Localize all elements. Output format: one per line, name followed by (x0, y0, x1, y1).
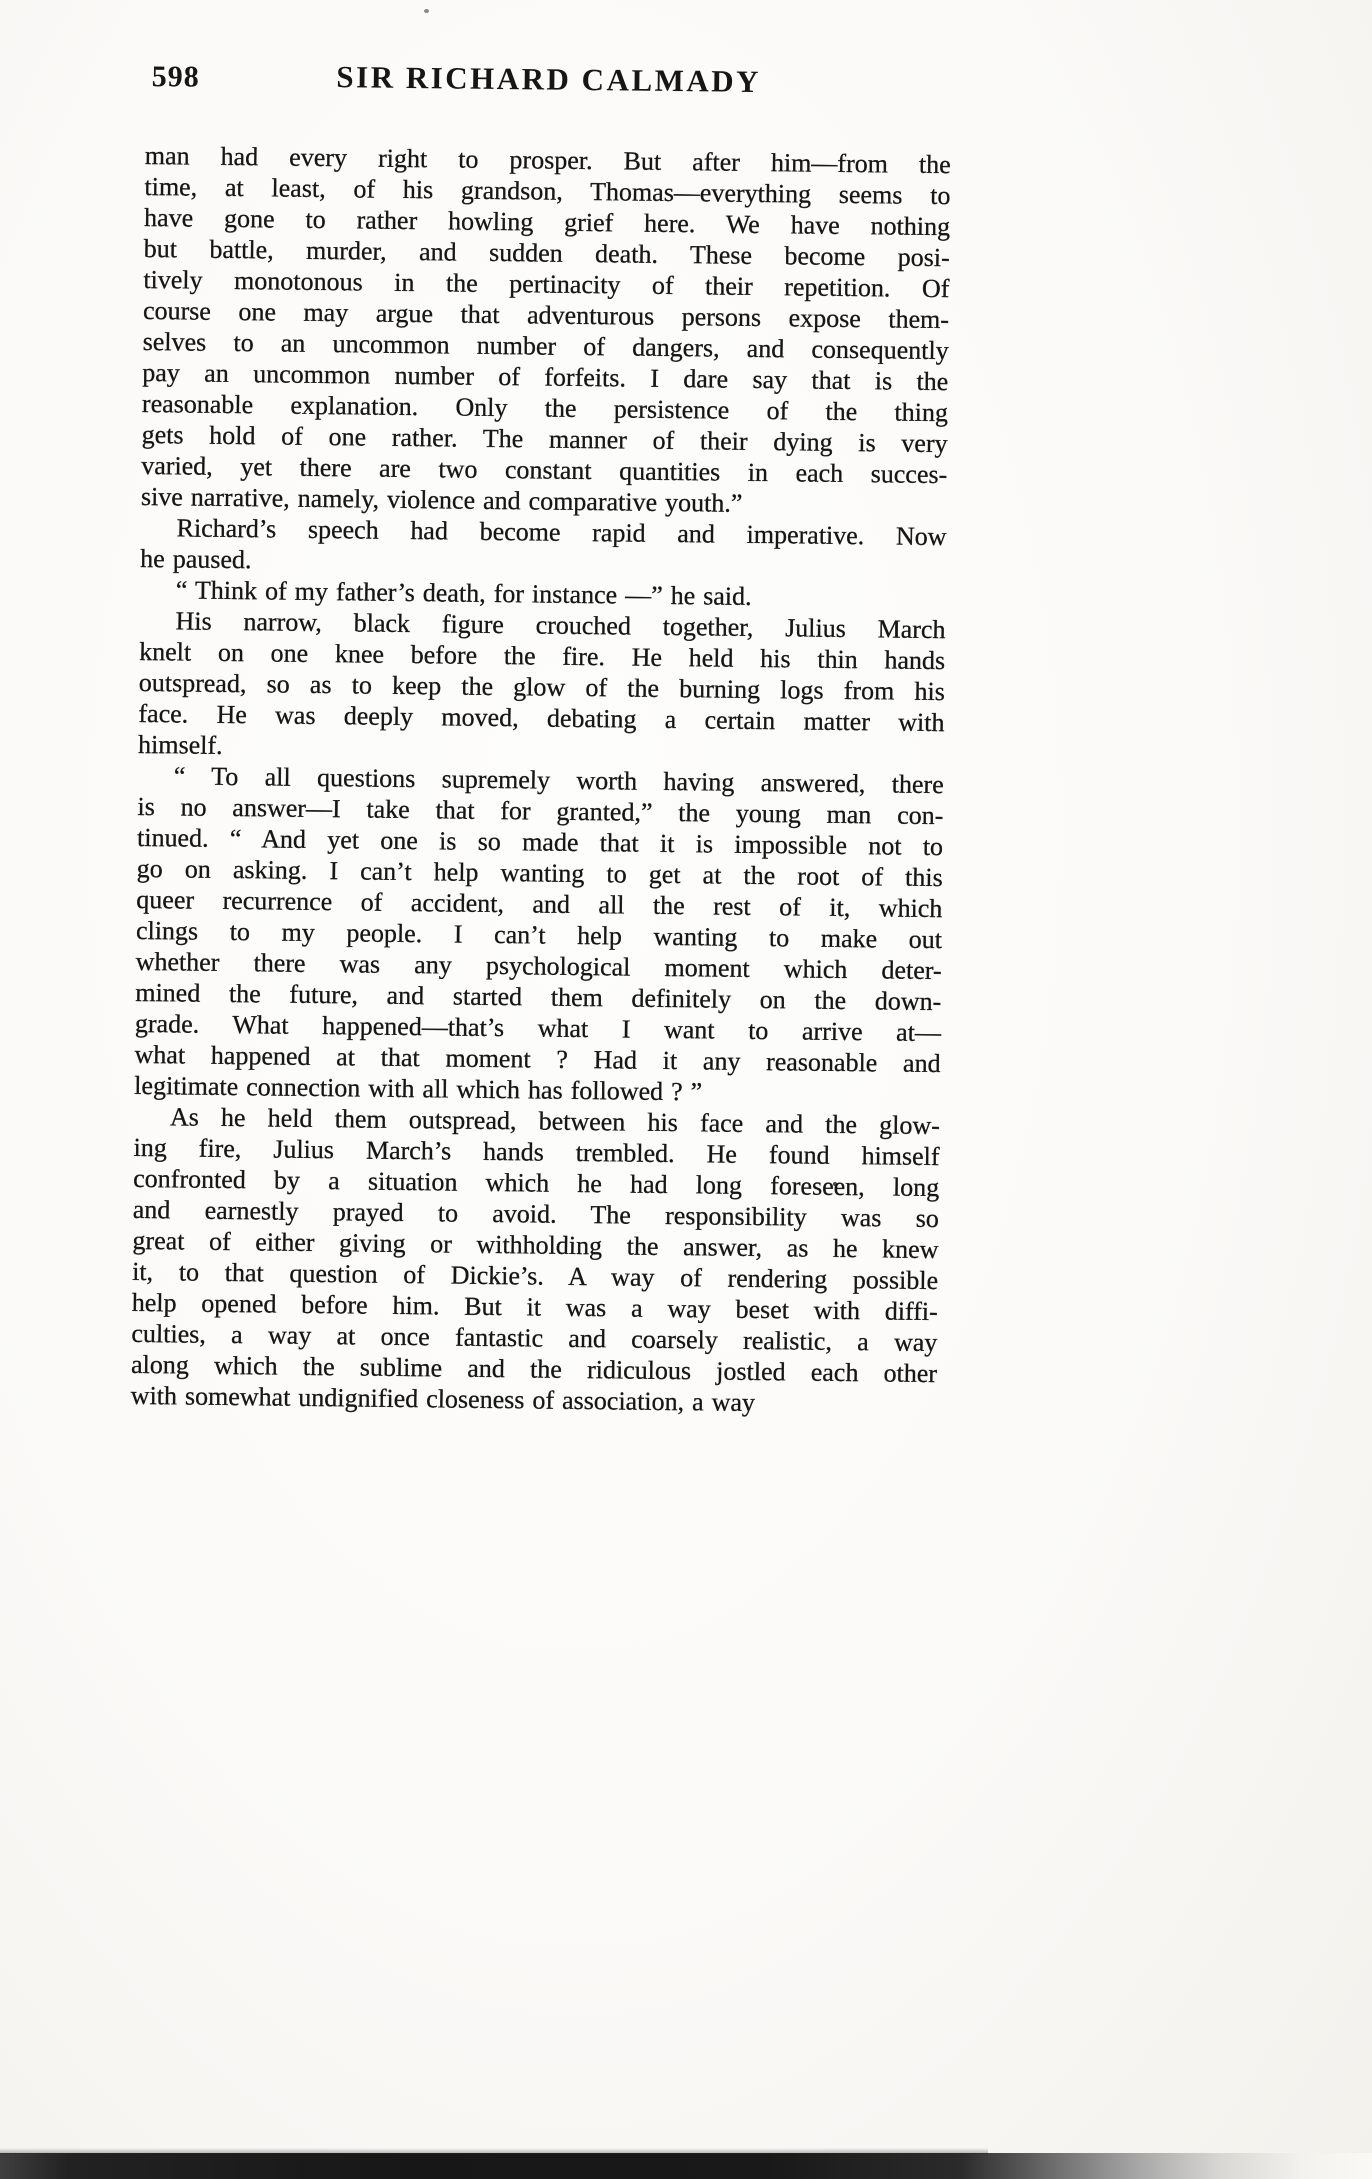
text-line: whether there was any psychological moment which deter- (135, 946, 942, 986)
text-line: His narrow, black figure crouched together, Julius March (175, 606, 946, 645)
paragraph (140, 512, 947, 583)
text-line: tively monotonous in the pertinacity of their repetition. Of (143, 264, 950, 304)
text-line: is no answer—I take that for granted,” the young man con- (137, 791, 944, 831)
page-number: 598 (151, 60, 200, 94)
text-line: selves to an uncommon number of dangers, and consequently (142, 326, 949, 366)
text-line: sive narrative, namely, violence and comparative youth.” (140, 481, 743, 518)
text-line: and earnestly prayed to avoid. The responsibility was so (132, 1194, 939, 1234)
text-line: culties, a way at once fantastic and coarsely realistic, a way (131, 1318, 938, 1358)
text-line: mined the future, and started them definitely on the down- (135, 977, 942, 1017)
text-line: outspread, so as to keep the glow of the burning logs from his (138, 667, 945, 707)
text-line: time, at least, of his grandson, Thomas—everything seems to (144, 171, 951, 211)
text-line: what happened at that moment ? Had it any reasonable and (134, 1039, 941, 1079)
text-line: great of either giving or withholding the answer, as he knew (132, 1225, 939, 1265)
text-line: help opened before him. But it was a way beset with diffi- (131, 1287, 938, 1327)
text-line: face. He was deeply moved, debating a certain matter with (138, 698, 945, 738)
text-line: he paused. (140, 543, 252, 575)
running-head (145, 52, 952, 149)
book-page (131, 52, 952, 1420)
text-line: Richard’s speech had become rapid and imperative. Now (176, 513, 947, 552)
text-line: confronted by a situation which he had long foreseen, long (133, 1163, 940, 1203)
paragraph (141, 140, 951, 521)
text-line: clings to my people. I can’t help wanting to make out (135, 915, 943, 955)
text-line: “ Think of my father’s death, for instance —” he said. (175, 575, 752, 611)
page-title: SIR RICHARD CALMADY (336, 59, 762, 99)
text-line: knelt on one knee before the fire. He held his thin hands (139, 636, 946, 676)
text-line: reasonable explanation. Only the persistence of the thing (141, 388, 949, 428)
text-line: pay an uncommon number of forfeits. I dare say that is the (142, 357, 949, 397)
text-line: “ To all questions supremely worth having answered, there (173, 761, 944, 800)
text-line: grade. What happened—that’s what I want to arrive at— (134, 1008, 942, 1048)
scan-speck (424, 9, 429, 13)
text-line: gets hold of one rather. The manner of their dying is very (141, 419, 948, 459)
text-line: go on asking. I can’t help wanting to get at the root of this (136, 853, 943, 893)
text-line: it, to that question of Dickie’s. A way of rendering possible (132, 1256, 939, 1296)
text-line: but battle, murder, and sudden death. These become posi- (143, 233, 950, 273)
text-line: with somewhat undignified closeness of association, a way (130, 1380, 756, 1417)
text-line: course one may argue that adventurous persons expose them- (142, 295, 950, 335)
text-line: himself. (137, 729, 223, 760)
text-line: man had every right to prosper. But after him—from the (144, 140, 951, 180)
text-line: As he held them outspread, between his face and the glow- (169, 1102, 941, 1141)
paragraph (134, 760, 944, 1110)
text-line: tinued. “ And yet one is so made that it is impossible not to (136, 822, 944, 862)
text-line: ing fire, Julius March’s hands trembled. He found himself (133, 1132, 940, 1172)
text-line: along which the sublime and the ridiculous jostled each other (130, 1349, 938, 1389)
text-line: have gone to rather howling grief here. We have nothing (143, 202, 951, 242)
paragraph (138, 605, 946, 769)
text-line: legitimate connection with all which has followed ? ” (134, 1070, 703, 1107)
text-line: varied, yet there are two constant quantities in each succes- (141, 450, 948, 490)
text-line: queer recurrence of accident, and all the rest of it, which (136, 884, 943, 924)
paragraph (131, 1101, 940, 1420)
scan-edge-artifact (0, 2153, 1372, 2179)
body-text (131, 140, 951, 1420)
